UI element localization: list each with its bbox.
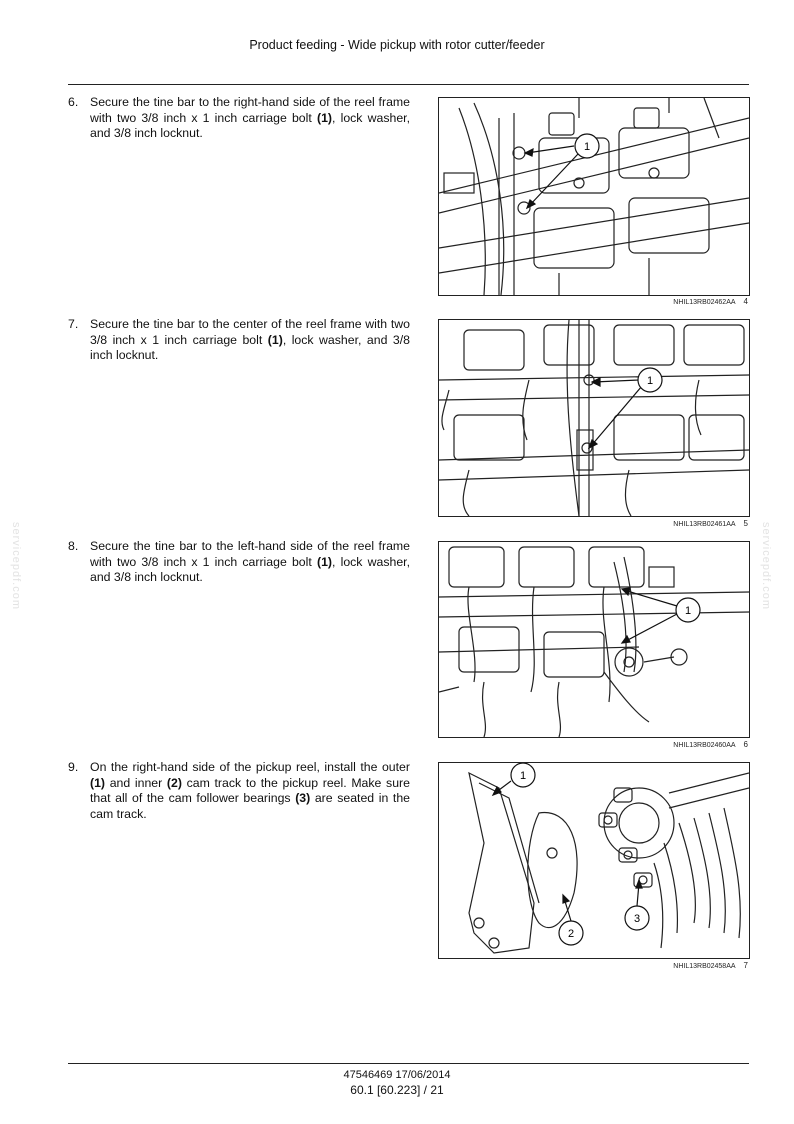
figure-5-tine-bar-center — [438, 319, 750, 517]
figure-5-caption: NHIL13RB02461AA 5 — [673, 519, 748, 528]
header-rule — [68, 84, 749, 85]
step-number: 6. — [68, 95, 79, 109]
callout-2: 2 — [567, 928, 575, 940]
callout-1: 1 — [646, 375, 654, 387]
step-number: 7. — [68, 317, 79, 331]
watermark-left: servicepdf.com — [9, 522, 22, 610]
step-text: On the right-hand side of the pickup reel, install the outer (1) and inner (2) cam track to the pickup reel. Make sure that all of the cam follower bearings (3) are seated in the cam track. — [90, 760, 410, 821]
watermark-right: servicepdf.com — [759, 522, 772, 610]
step-8 — [68, 539, 410, 586]
callout-1: 1 — [684, 605, 692, 617]
callout-1: 1 — [519, 770, 527, 782]
page-header-title: Product feeding - Wide pickup with rotor cutter/feeder — [249, 38, 545, 52]
callout-1: 1 — [583, 141, 591, 153]
footer-document-reference: 47546469 17/06/2014 — [343, 1069, 451, 1081]
step-text: Secure the tine bar to the center of the reel frame with two 3/8 inch x 1 inch carriage bolt (1), lock washer, and 3/8 inch locknut. — [90, 317, 410, 362]
callout-3: 3 — [633, 913, 641, 925]
step-6 — [68, 95, 410, 142]
figure-6-tine-bar-left — [438, 541, 750, 738]
figure-7-cam-track — [438, 762, 750, 959]
step-9 — [68, 760, 410, 822]
figure-4-caption: NHIL13RB02462AA 4 — [673, 297, 748, 306]
cam-track-exploded-illustration — [439, 763, 749, 958]
reel-frame-left-illustration — [439, 542, 749, 737]
figure-7-caption: NHIL13RB02458AA 7 — [673, 961, 748, 970]
footer-rule — [68, 1063, 749, 1064]
step-number: 9. — [68, 760, 79, 774]
step-number: 8. — [68, 539, 79, 553]
figure-6-caption: NHIL13RB02460AA 6 — [673, 740, 748, 749]
step-text: Secure the tine bar to the right-hand side of the reel frame with two 3/8 inch x 1 inch carriage bolt (1), lock washer, and 3/8 inch locknut. — [90, 95, 410, 140]
footer-page-reference: 60.1 [60.223] / 21 — [350, 1083, 444, 1097]
step-text: Secure the tine bar to the left-hand side of the reel frame with two 3/8 inch x 1 inch carriage bolt (1), lock washer, and 3/8 inch locknut. — [90, 539, 410, 584]
figure-4-tine-bar-right — [438, 97, 750, 296]
reel-frame-right-illustration — [439, 98, 749, 295]
reel-frame-center-illustration — [439, 320, 749, 516]
step-7 — [68, 317, 410, 364]
